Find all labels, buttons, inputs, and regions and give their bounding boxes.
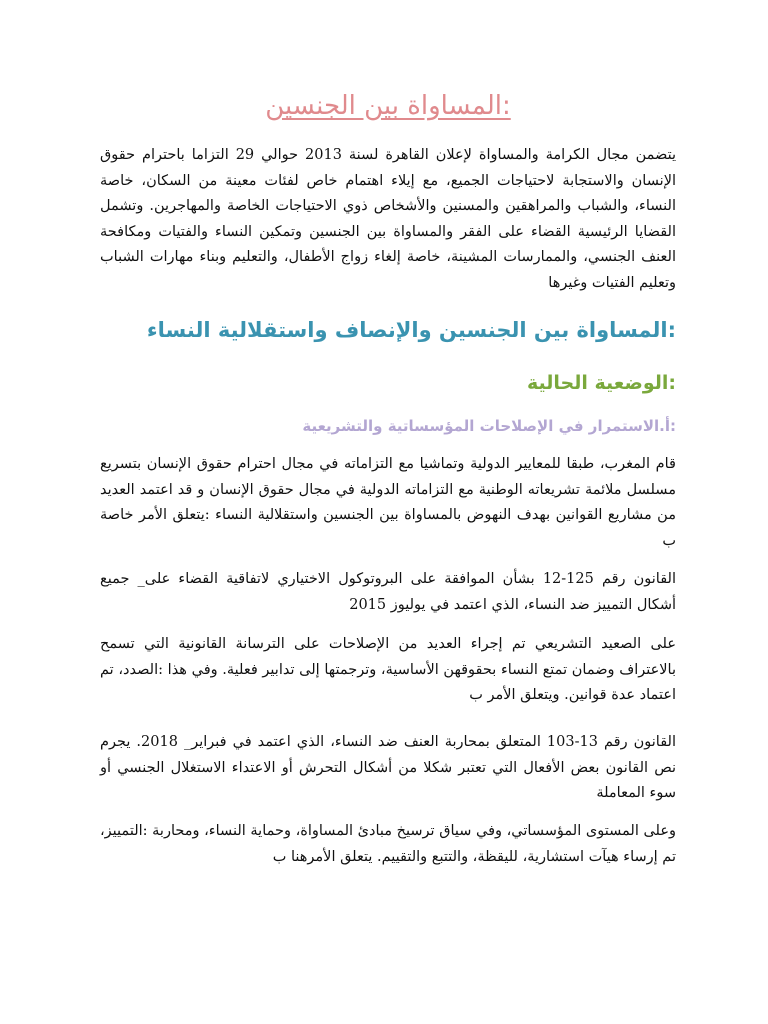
page-title: :المساواة بين الجنسين	[265, 91, 511, 121]
paragraph-morocco-reforms: قام المغرب، طبقا للمعايير الدولية وتماشيا مع التزاماته في مجال احترام حقوق الإنسان بتسريع مسلسل ملائمة تشريعاته الوطنية مع التزاماته الدولية في مجال حقوق الإنسان و قد اعتمد العديد من مشاريع القوانين بهدف النهوض بالمساواة بين الجنسين واستقلالية النساء :يتعلق الأمر خاصة ب	[100, 456, 676, 549]
paragraph-law-103-13: القانون رقم 13-103 المتعلق بمحاربة العنف ضد النساء، الذي اعتمد في فبراير_ 2018. يجرم نص القانون بعض الأفعال التي تعتبر شكلا من أشكال التحرش أو الاعتداء الاستغلال الجنسي أو سوء المعاملة	[100, 734, 676, 802]
section-heading: :المساواة بين الجنسين والإنصاف واستقلالية النساء	[146, 318, 676, 342]
intro-paragraph: يتضمن مجال الكرامة والمساواة لإعلان القاهرة لسنة 2013 حوالي 29 التزاما باحترام حقوق الإنسان والاستجابة لاحتياجات الجميع، مع إيلاء اهتمام خاص لفئات معينة من السكان، خاصة النساء، والشباب والمراهقين والمسنين والأشخاص ذوي الاحتياجات الخاصة والمهاجرين. وتشمل القضايا الرئيسية القضاء على الفقر والمساواة بين الجنسين وتمكين النساء والفتيات ومكافحة العنف الجنسي، والممارسات المشينة، خاصة إلغاء زواج الأطفال، والتعليم وبناء مهارات الشباب وتعليم الفتيات وغيرها	[100, 147, 676, 291]
paragraph-institutional-level: وعلى المستوى المؤسساتي، وفي سياق ترسيخ مبادئ المساواة، وحماية النساء، ومحاربة :التمييز، تم إرساء هيآت استشارية، لليقظة، والتتبع والتقييم. يتعلق الأمرهنا ب	[100, 823, 676, 865]
paragraph-legislative-level: على الصعيد التشريعي تم إجراء العديد من الإصلاحات على الترسانة القانونية التي تسمح بالاعتراف وضمان تمتع النساء بحقوقهن الأساسية، وترجمتها إلى تدابير فعلية. وفي هذا :الصدد، تم اعتماد عدة قوانين. ويتعلق الأمر ب	[100, 636, 676, 704]
sub-subsection-heading: :أ.الاستمرار في الإصلاحات المؤسساتية والتشريعية	[302, 417, 676, 435]
subsection-heading: :الوضعية الحالية	[526, 372, 676, 394]
paragraph-law-125-12: القانون رقم 125-12 بشأن الموافقة على البروتوكول الاختياري لاتفاقية القضاء على_ جميع أشكال التمييز ضد النساء، الذي اعتمد في يوليوز 2015	[100, 571, 676, 613]
